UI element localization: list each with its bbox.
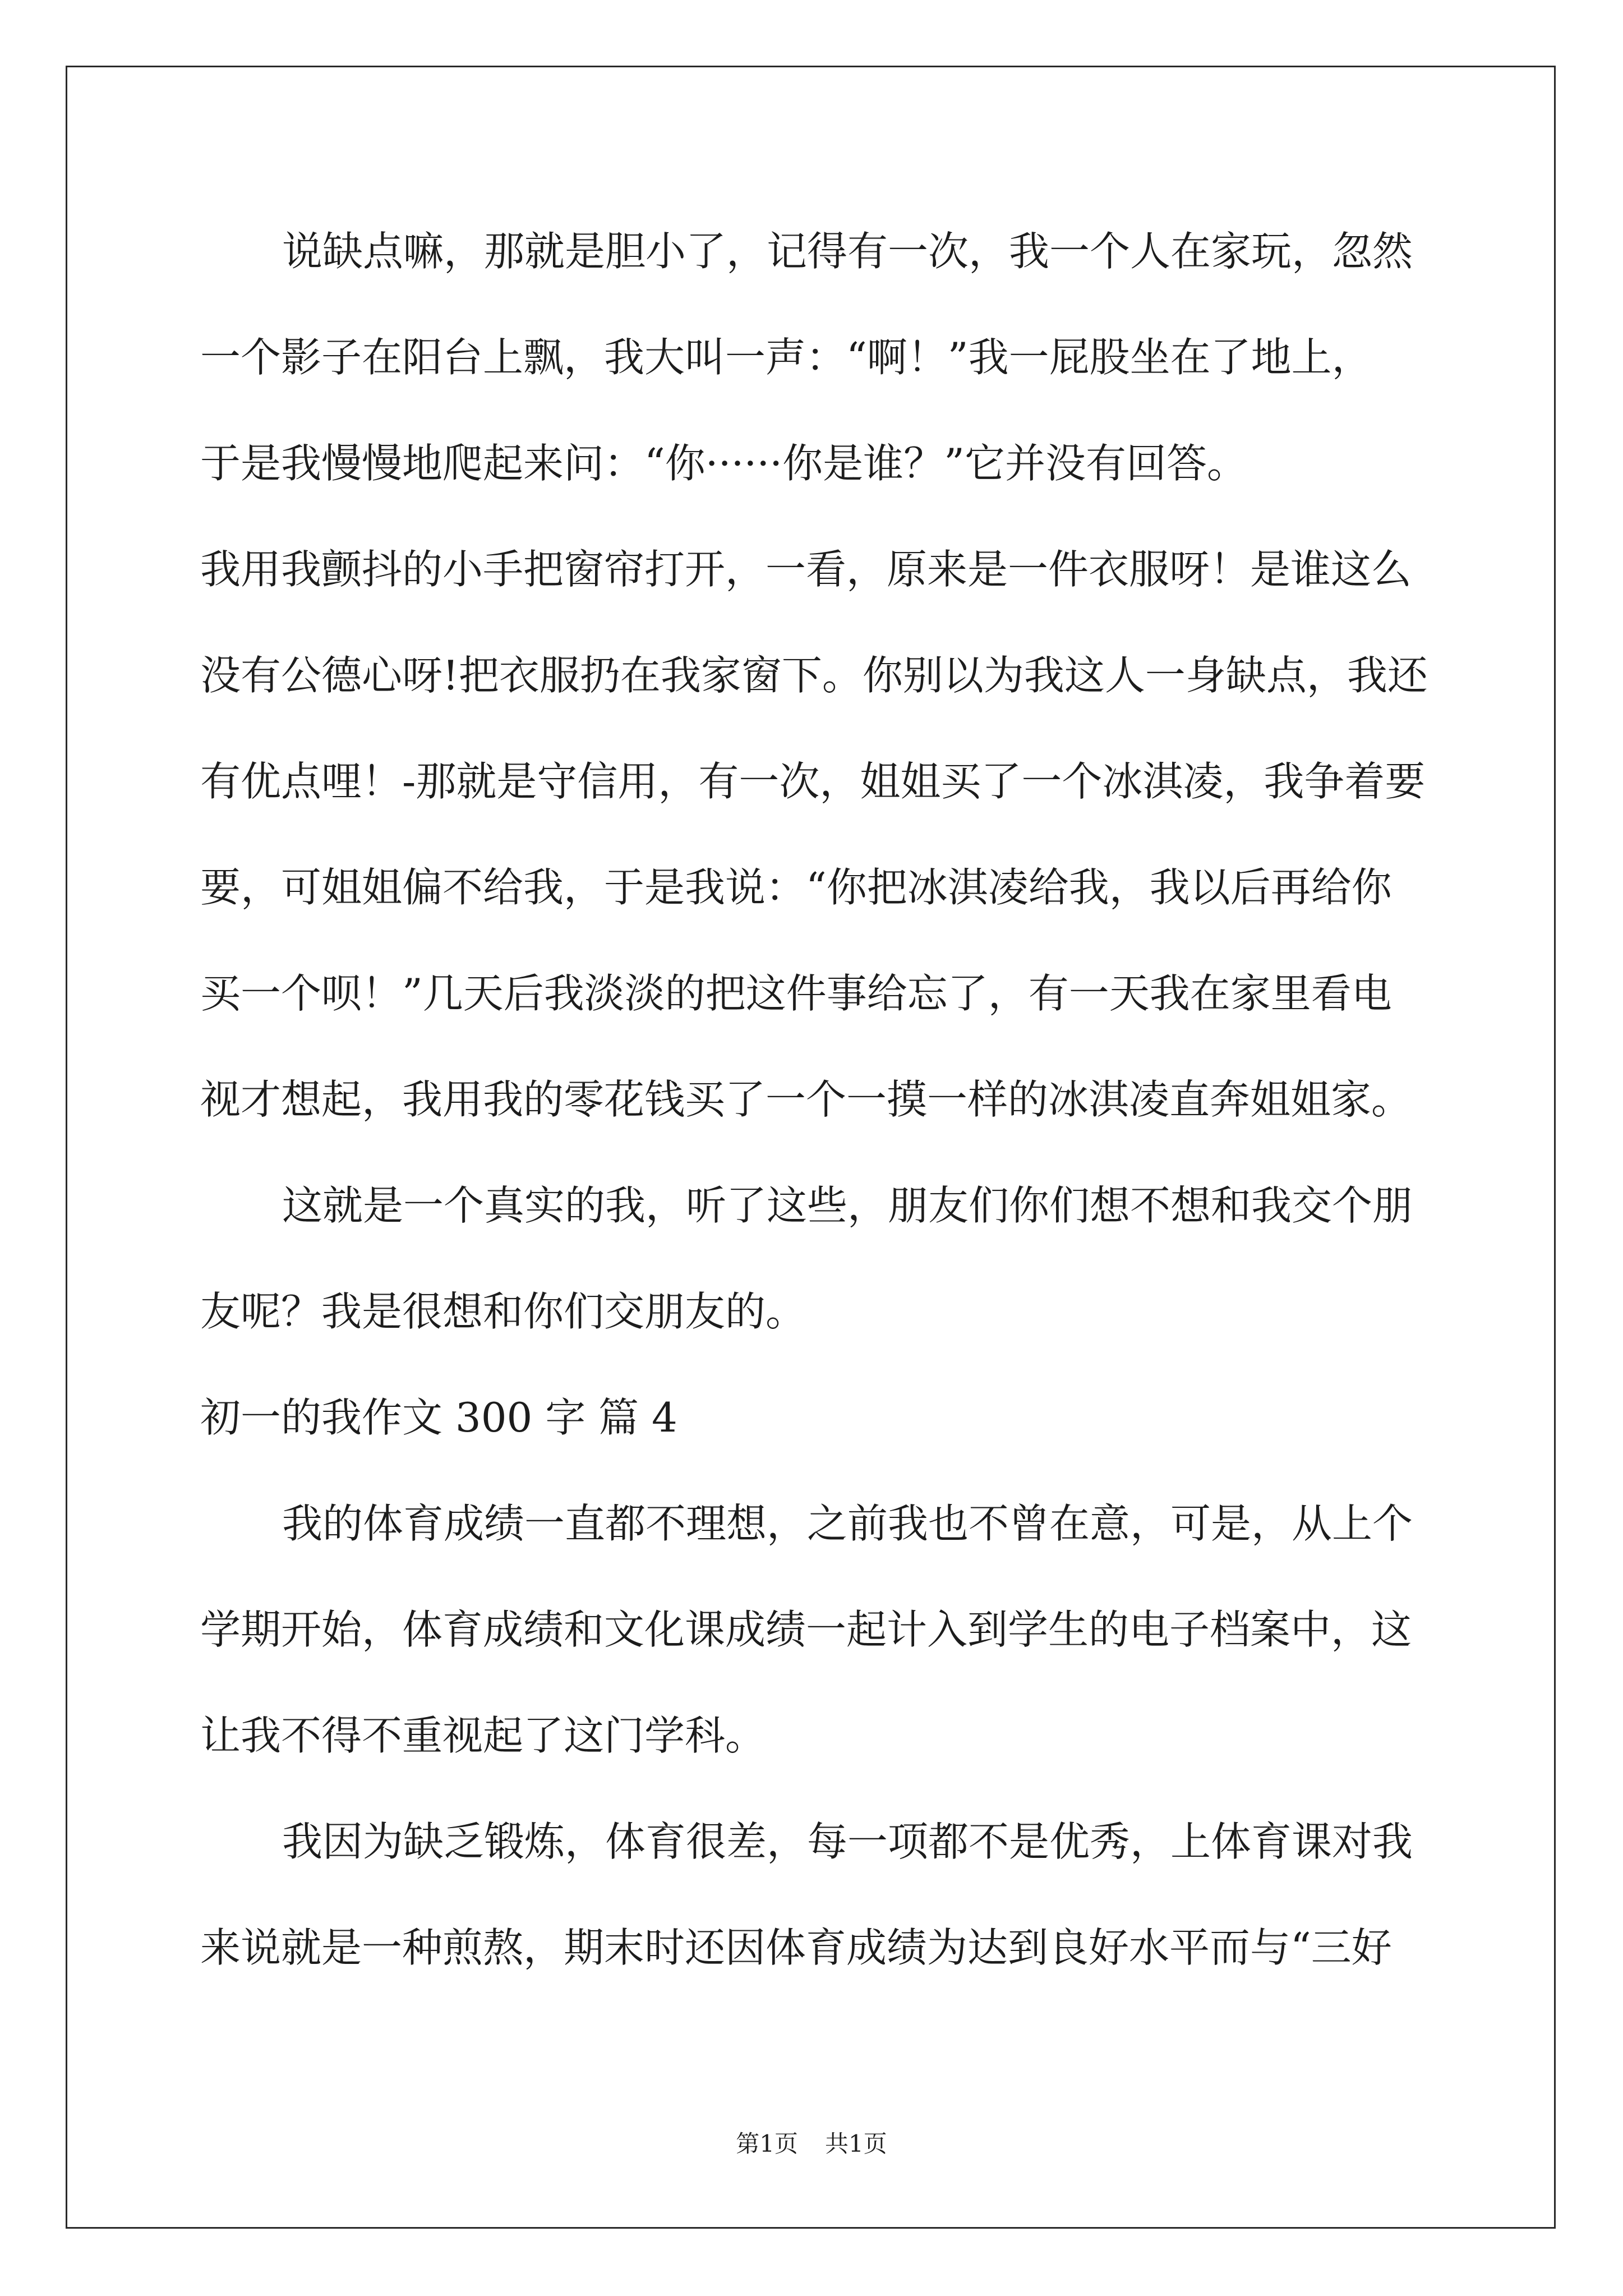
text-line: 买一个呗！”几天后我淡淡的把这件事给忘了，有一天我在家里看电 <box>200 970 1392 1017</box>
text-line: 一个影子在阳台上飘，我大叫一声：“啊！”我一屁股坐在了地上， <box>200 334 1372 381</box>
text-line: 我的体育成绩一直都不理想，之前我也不曾在意，可是，从上个 <box>282 1500 1413 1547</box>
paragraph <box>200 1153 1541 1365</box>
text-line: 于是我慢慢地爬起来问：“你······你是谁？”它并没有回答。 <box>200 440 1247 487</box>
text-line: 说缺点嘛，那就是胆小了，记得有一次，我一个人在家玩，忽然 <box>282 228 1413 275</box>
text-line: 这就是一个真实的我，听了这些，朋友们你们想不想和我交个朋 <box>282 1182 1413 1229</box>
paragraph <box>200 1789 1541 2001</box>
text-line: 我因为缺乏锻炼，体育很差，每一项都不是优秀，上体育课对我 <box>282 1818 1413 1865</box>
text-line: 有优点哩！-那就是守信用，有一次，姐姐买了一个冰淇凌，我争着要 <box>200 758 1426 805</box>
text-line: 没有公德心呀!把衣服扔在我家窗下。你别以为我这人一身缺点，我还 <box>200 652 1428 699</box>
text-line: 让我不得不重视起了这门学科。 <box>200 1712 766 1759</box>
text-line: 视才想起，我用我的零花钱买了一个一摸一样的冰淇凌直奔姐姐家。 <box>200 1076 1412 1123</box>
text-line: 来说就是一种煎熬，期末时还因体育成绩为达到良好水平而与“三好 <box>200 1924 1392 1971</box>
page-footer <box>0 2129 1623 2159</box>
text-line: 我用我颤抖的小手把窗帘打开，一看，原来是一件衣服呀！是谁这么 <box>200 546 1412 593</box>
page-number: 第1页 <box>736 2130 798 2157</box>
paragraph <box>200 1471 1541 1789</box>
text-line: 要，可姐姐偏不给我，于是我说：“你把冰淇凌给我，我以后再给你 <box>200 864 1392 911</box>
page-total: 共1页 <box>825 2130 887 2157</box>
text-line: 学期开始，体育成绩和文化课成绩一起计入到学生的电子档案中，这 <box>200 1606 1412 1653</box>
section-heading: 初一的我作文 300 字 篇 4 <box>200 1394 677 1441</box>
document-body <box>200 199 1541 2001</box>
text-line: 友呢？我是很想和你们交朋友的。 <box>200 1288 806 1335</box>
paragraph <box>200 199 1541 1153</box>
